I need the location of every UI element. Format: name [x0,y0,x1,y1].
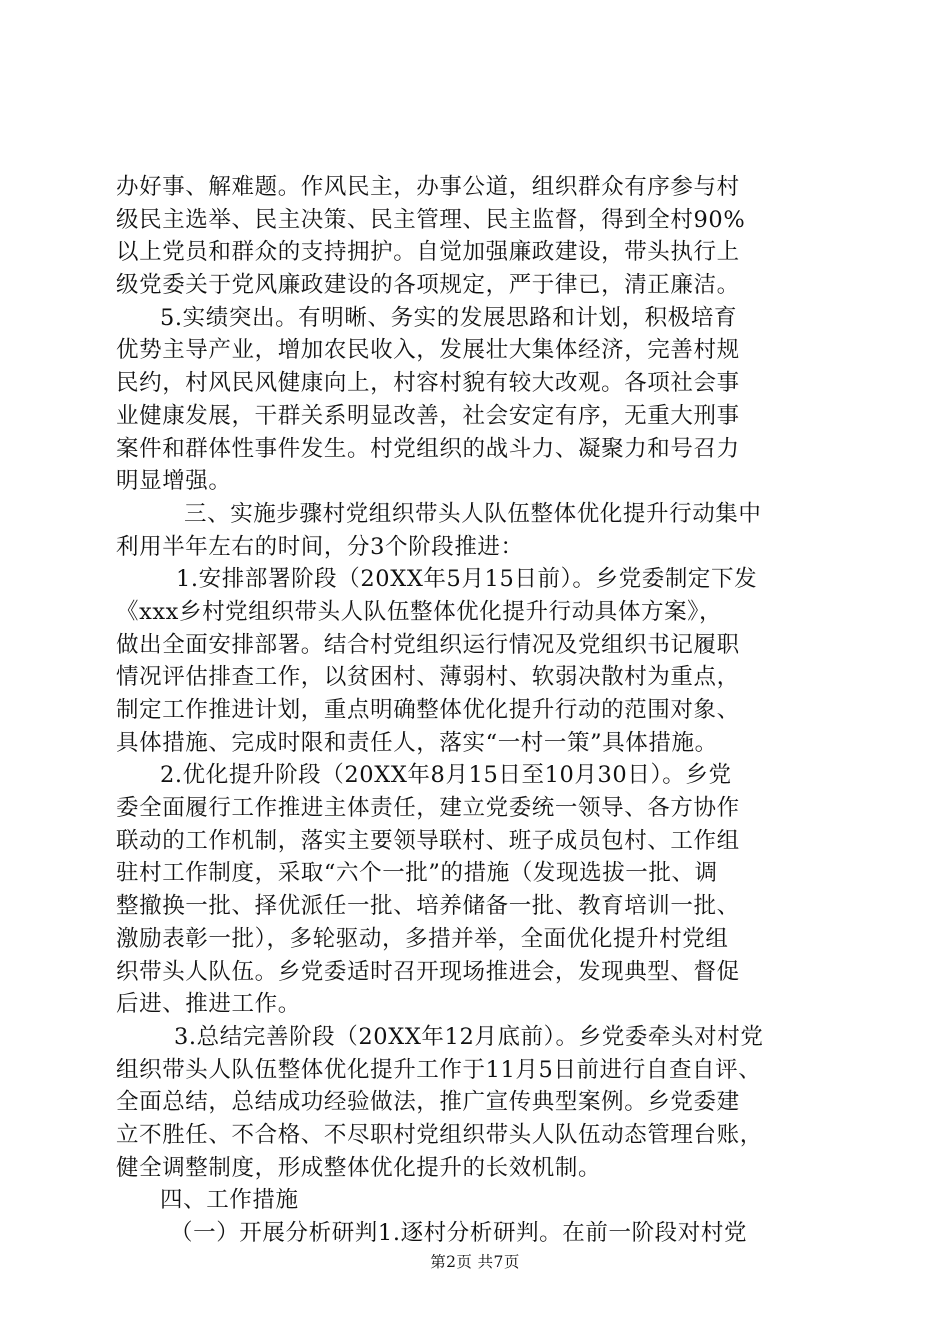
text-line: 具体措施、完成时限和责任人，落实“一村一策”具体措施。 [116,729,718,756]
text-line: 明显增强。 [116,468,232,495]
text-line: 织带头人队伍。乡党委适时召开现场推进会，发现典型、督促 [116,958,740,985]
section-heading-line: 四、工作措施 [160,1187,299,1214]
text-line: 办好事、解难题。作风民主，办事公道，组织群众有序参与村 [116,174,740,200]
text-line: 立不胜任、不合格、不尽职村党组织带头人队伍动态管理台账， [116,1121,763,1148]
text-line: （一）开展分析研判1.逐村分析研判。在前一阶段对村党 [170,1220,748,1246]
text-line: 全面总结，总结成功经验做法，推广宣传典型案例。乡党委建 [116,1089,740,1116]
text-line: 优势主导产业，增加农民收入，发展壮大集体经济，完善村规 [116,337,740,364]
text-line: 民约，村风民风健康向上，村容村貌有较大改观。各项社会事 [116,370,740,397]
text-line: 5.实绩突出。有明晰、务实的发展思路和计划，积极培育 [160,304,738,331]
text-line: 1.安排部署阶段（20XX年5月15日前）。乡党委制定下发 [176,566,758,593]
text-line: 情况评估排查工作，以贫困村、薄弱村、软弱决散村为重点， [116,664,740,691]
text-line: 激励表彰一批），多轮驱动，多措并举，全面优化提升村党组 [116,925,729,952]
text-line: 利用半年左右的时间，分3个阶段推进： [116,533,524,560]
text-line: 后进、推进工作。 [116,991,301,1018]
text-line: 级民主选举、民主决策、民主管理、民主监督，得到全村90% [116,206,746,233]
text-line: 做出全面安排部署。结合村党组织运行情况及党组织书记履职 [116,631,740,658]
text-line: 委全面履行工作推进主体责任，建立党委统一领导、各方协作 [116,795,740,822]
text-line: 以上党员和群众的支持拥护。自觉加强廉政建设，带头执行上 [116,239,740,266]
text-line: 3.总结完善阶段（20XX年12月底前）。乡党委牵头对村党 [174,1023,764,1050]
text-line: 业健康发展，干群关系明显改善，社会安定有序，无重大刑事 [116,402,740,429]
document-body [116,171,836,1250]
text-line: 2.优化提升阶段（20XX年8月15日至10月30日）。乡党 [160,762,732,789]
text-line: 整撤换一批、择优派任一批、培养储备一批、教育培训一批、 [116,893,740,920]
text-line: 组织带头人队伍整体优化提升工作于11月5日前进行自查自评、 [116,1056,762,1083]
text-line: 案件和群体性事件发生。村党组织的战斗力、凝聚力和号召力 [116,435,740,462]
text-line: 健全调整制度，形成整体优化提升的长效机制。 [116,1154,602,1181]
text-line: 级党委关于党风廉政建设的各项规定，严于律已，清正廉洁。 [116,272,740,299]
section-heading-line: 三、实施步骤村党组织带头人队伍整体优化提升行动集中 [184,500,762,527]
text-line: 联动的工作机制，落实主要领导联村、班子成员包村、工作组 [116,827,740,854]
text-line: 制定工作推进计划，重点明确整体优化提升行动的范围对象、 [116,697,740,723]
text-line: 驻村工作制度，采取“六个一批”的措施（发现选拔一批、调 [116,860,718,887]
text-line: 《xxx乡村党组织带头人队伍整体优化提升行动具体方案》， [116,598,723,625]
page-number-footer: 第2页 共7页 [430,1253,520,1271]
